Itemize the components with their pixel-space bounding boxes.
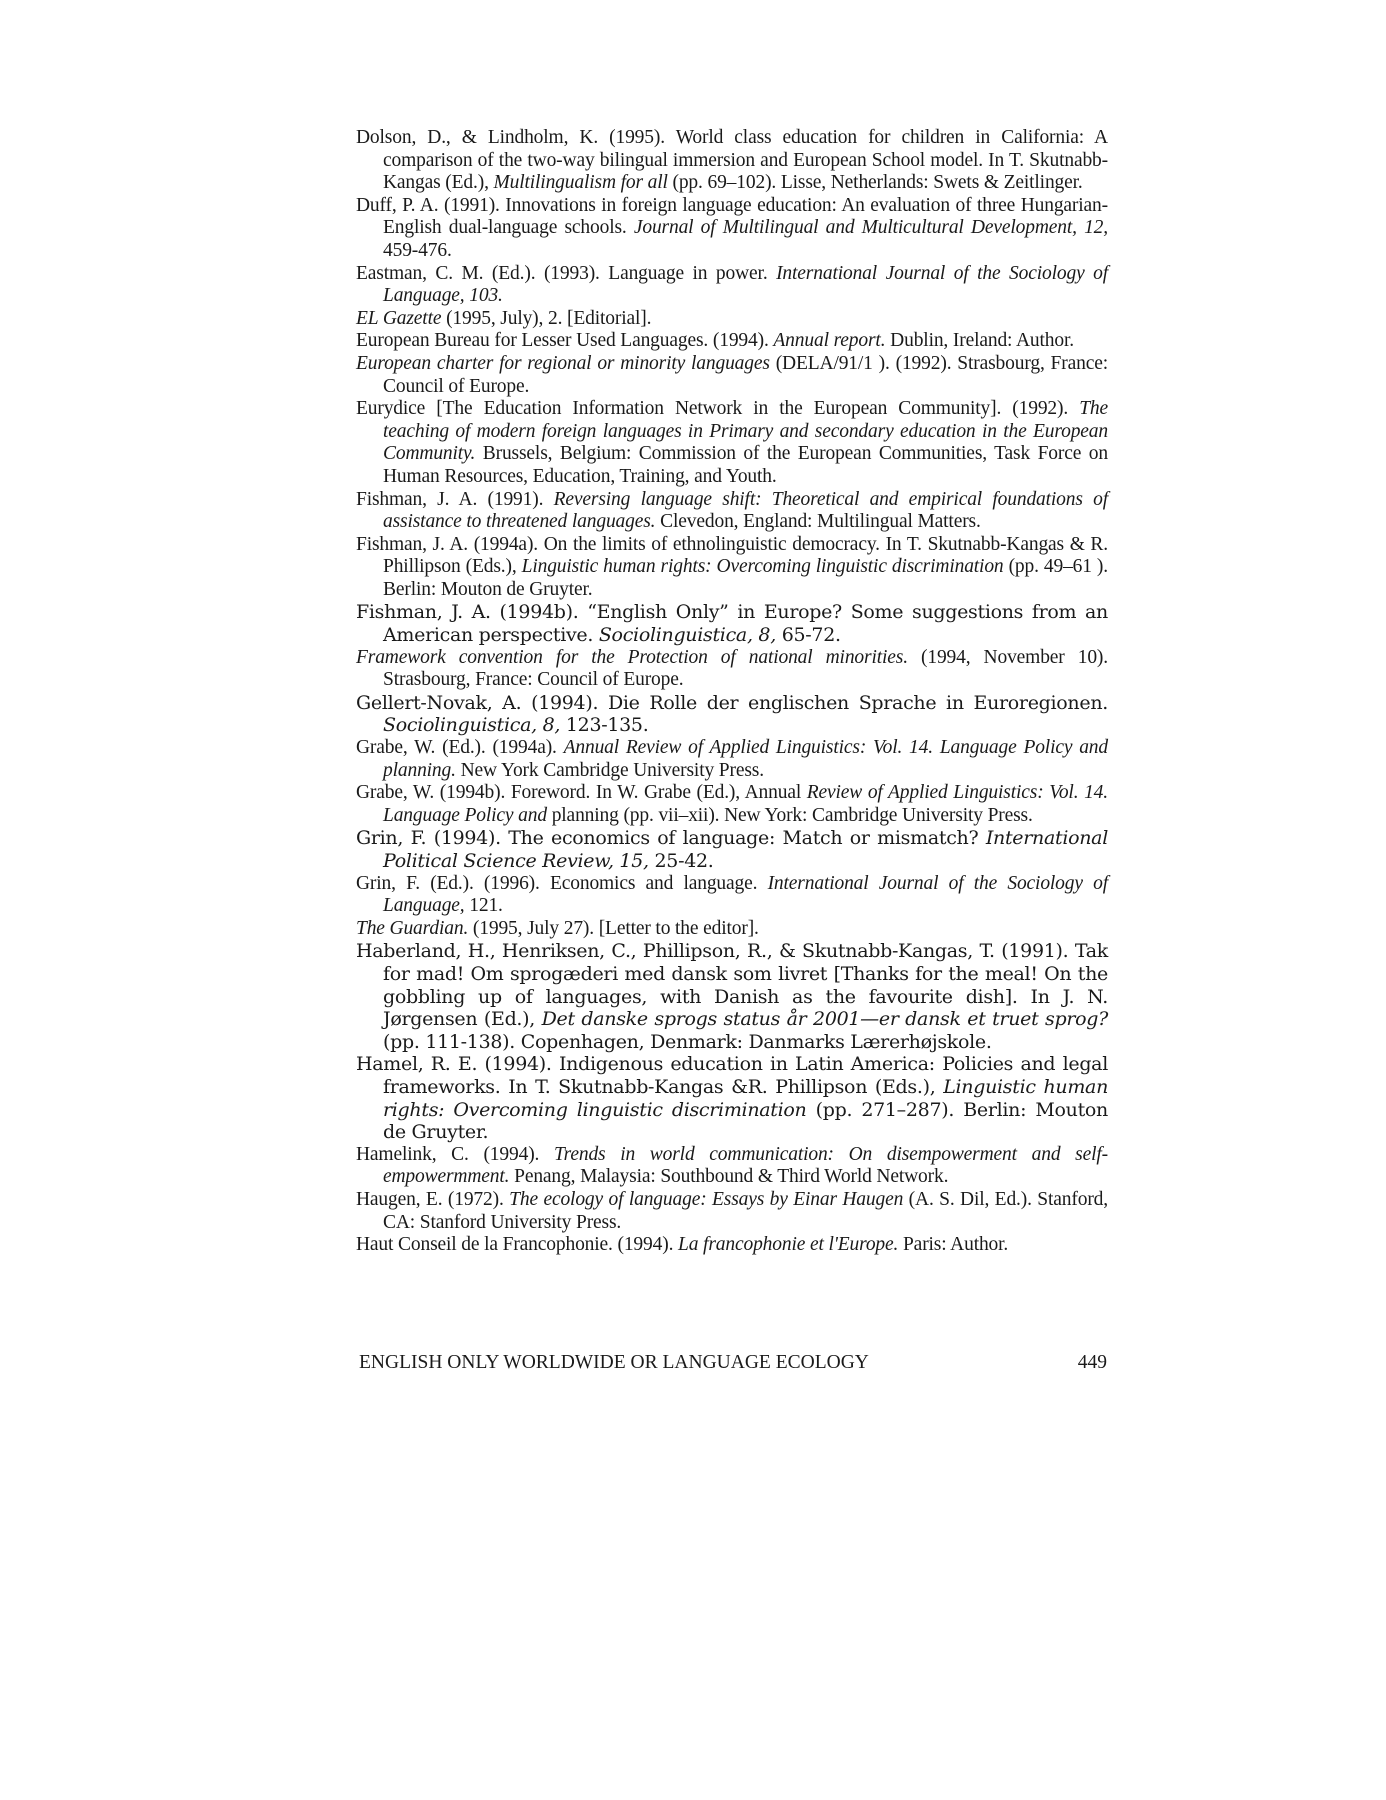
reference-title-italic: Linguistic human rights: Overcoming linguistic discrimination (383, 1075, 1109, 1121)
reference-entry (356, 127, 1108, 195)
reference-title-italic: International Journal of the Sociology of Language, 103. (383, 262, 1108, 307)
reference-text: Eurydice [The Education Information Network in the European Community]. (1992). (356, 398, 1080, 420)
reference-entry (356, 195, 1108, 263)
page-number: 449 (1077, 1352, 1107, 1373)
reference-text: Brussels, Belgium: Commission of the European Communities, Task Force on Human Resources, Education, Training, and Youth. (383, 443, 1108, 487)
reference-text: Grabe, W. (1994b). Foreword. In W. Grabe (Ed.), Annual (356, 782, 807, 804)
reference-entry (356, 782, 1108, 827)
reference-entry (356, 1144, 1108, 1189)
reference-entry (356, 1234, 1108, 1257)
reference-title-italic: European charter for regional or minority languages (356, 352, 770, 374)
reference-entry (356, 330, 1108, 353)
reference-text: Fishman, J. A. (1994b). “English Only” in Europe? Some suggestions from an American perspective. (356, 601, 1108, 647)
reference-text: (A. S. Dil, Ed.). Stanford, CA: Stanford University Press. (383, 1188, 1108, 1233)
reference-text: Haut Conseil de la Francophonie. (1994). (356, 1234, 679, 1256)
reference-text: New York Cambridge University Press. (455, 759, 764, 781)
reference-title-italic: EL Gazette (356, 307, 442, 329)
reference-entry (356, 263, 1108, 308)
reference-entry (356, 398, 1108, 488)
reference-text: (pp. 49–61 ). Berlin: Mouton de Gruyter. (383, 556, 1108, 600)
reference-title-italic: Sociolinguistica, 8, (383, 714, 561, 737)
reference-text: Dublin, Ireland: Author. (885, 330, 1074, 352)
reference-text: (1994, November 10). Strasbourg, France: Council of Europe. (383, 646, 1108, 691)
reference-title-italic: Det danske sprogs status år 2001—er dansk et truet sprog? (541, 1008, 1108, 1031)
reference-title-italic: The ecology of language: Essays by Einar Haugen (509, 1188, 904, 1210)
reference-text: Eastman, C. M. (Ed.). (1993). Language in power. (356, 262, 777, 284)
reference-text: (pp. 111-138). Copenhagen, Denmark: Danmarks Lærerhøjskole. (383, 1030, 992, 1053)
reference-text: Paris: Author. (898, 1234, 1009, 1256)
reference-text: Haugen, E. (1972). (356, 1188, 510, 1210)
reference-text: Gellert-Novak, A. (1994). Die Rolle der englischen Sprache in Euroregionen. (356, 691, 1108, 714)
reference-text: (1995, July 27). [Letter to the editor]. (468, 917, 759, 939)
reference-entry (356, 940, 1108, 1053)
reference-text: Dolson, D., & Lindholm, K. (1995). World class education for children in California: A comparison of the two-way bilingual immersion and European School model. In T. Skutnabb-Kangas (Ed.), (356, 127, 1108, 194)
reference-text: 25-42. (648, 850, 714, 872)
reference-text: Grin, F. (1994). The economics of language: Match or mismatch? (356, 827, 986, 850)
reference-entry (356, 692, 1108, 737)
reference-title-italic: Annual report. (773, 330, 886, 352)
reference-title-italic: Trends in world communication: On disempowerment and self-empowermment. (383, 1143, 1108, 1188)
reference-text: planning (pp. vii–xii). New York: Cambridge University Press. (546, 804, 1033, 826)
reference-title-italic: Multilingualism for all (493, 172, 668, 194)
reference-entry (356, 308, 1108, 331)
reference-text: Fishman, J. A. (1991). (356, 488, 554, 510)
reference-text: Penang, Malaysia: Southbound & Third World Network. (509, 1166, 949, 1188)
reference-text: (pp. 271–287). Berlin: Mouton de Gruyter. (383, 1098, 1108, 1144)
reference-text: 459-476. (383, 239, 452, 261)
reference-title-italic: Reversing language shift: Theoretical and empirical foundations of assistance to threatened languages. (383, 488, 1108, 533)
reference-title-italic: Framework convention for the Protection of national minorities. (356, 646, 908, 668)
reference-entry (356, 827, 1108, 872)
reference-entry (356, 601, 1108, 646)
reference-entry (356, 647, 1108, 692)
reference-entry (356, 918, 1108, 941)
reference-title-italic: Annual Review of Applied Linguistics: Vol. 14. Language Policy and planning. (383, 737, 1108, 781)
reference-entry (356, 534, 1108, 602)
reference-text: 121. (464, 895, 503, 917)
reference-entry (356, 873, 1108, 918)
reference-title-italic: International Political Science Review, 15, (383, 827, 1108, 872)
reference-title-italic: Linguistic human rights: Overcoming linguistic discrimination (521, 556, 1004, 578)
reference-entry (356, 489, 1108, 534)
reference-text: Duff, P. A. (1991). Innovations in foreign language education: An evaluation of three Hungarian-English dual-language schools. (356, 194, 1108, 239)
reference-text: Hamel, R. E. (1994). Indigenous education in Latin America: Policies and legal frameworks. In T. Skutnabb-Kangas &R. Phillipson (Eds.), (356, 1053, 1108, 1098)
reference-entry (356, 737, 1108, 782)
reference-title-italic: The Guardian. (356, 917, 469, 939)
reference-text: (DELA/91/1 ). (1992). Strasbourg, France: Council of Europe. (383, 352, 1108, 397)
running-title: ENGLISH ONLY WORLDWIDE OR LANGUAGE ECOLOGY (359, 1352, 869, 1373)
page-footer (359, 1352, 1107, 1374)
reference-title-italic: Journal of Multilingual and Multicultural Development, 12, (633, 217, 1108, 239)
reference-text: Grin, F. (Ed.). (1996). Economics and language. (356, 872, 768, 894)
reference-text: Fishman, J. A. (1994a). On the limits of ethnolinguistic democracy. In T. Skutnabb-Kangas & R. Phillipson (Eds.), (356, 533, 1108, 578)
reference-text: (pp. 69–102). Lisse, Netherlands: Swets & Zeitlinger. (667, 172, 1083, 194)
reference-text: Haberland, H., Henriksen, C., Phillipson, R., & Skutnabb-Kangas, T. (1991). Tak for mad! Om sprogæderi med dansk som livret [Thanks for the meal! On the gobbling up of languages, with Danish as the favourite dish]. In J. N. Jørgensen (Ed.), (356, 940, 1108, 1031)
reference-title-italic: The teaching of modern foreign languages in Primary and secondary education in the European Community. (383, 398, 1108, 465)
reference-entry (356, 353, 1108, 398)
reference-entry (356, 1189, 1108, 1234)
reference-title-italic: International Journal of the Sociology of Language, (383, 872, 1108, 917)
reference-text: Grabe, W. (Ed.). (1994a). (356, 737, 564, 759)
reference-title-italic: La francophonie et l'Europe. (678, 1234, 899, 1256)
reference-title-italic: Review of Applied Linguistics: Vol. 14. Language Policy and (383, 782, 1109, 826)
reference-text: (1995, July), 2. [Editorial]. (441, 307, 652, 329)
reference-text: European Bureau for Lesser Used Languages. (1994). (356, 330, 774, 352)
reference-title-italic: Sociolinguistica, 8, (598, 624, 776, 647)
reference-list (356, 127, 1108, 1257)
reference-text: Clevedon, England: Multilingual Matters. (655, 511, 981, 533)
reference-text: 65-72. (775, 624, 841, 647)
reference-text: 123-135. (560, 714, 649, 737)
reference-entry (356, 1053, 1108, 1143)
reference-text: Hamelink, C. (1994). (356, 1143, 554, 1165)
